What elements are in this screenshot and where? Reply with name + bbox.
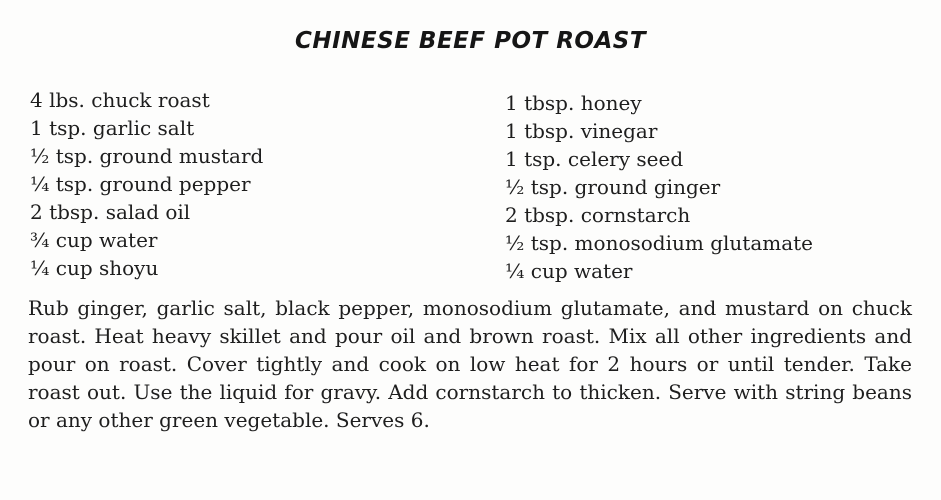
- ingredient-item: 1 tbsp. vinegar: [505, 119, 658, 143]
- ingredient-item: ¼ cup water: [505, 259, 633, 283]
- ingredient-item: 1 tbsp. honey: [505, 91, 642, 115]
- ingredient-item: ½ tsp. ground ginger: [505, 175, 721, 199]
- ingredient-item: 4 lbs. chuck roast: [30, 88, 210, 112]
- ingredient-item: ¼ cup shoyu: [30, 256, 159, 280]
- ingredient-item: 1 tsp. garlic salt: [30, 116, 195, 140]
- recipe-title: CHINESE BEEF POT ROAST: [294, 28, 647, 54]
- recipe-instructions: Rub ginger, garlic salt, black pepper, monosodium glutamate, and mustard on chuck roast. Heat heavy skillet and pour oil and brown roast. Mix all other ingredients and pour on roast. Cover tightly and cook on low heat for 2 hours or until tender. Take roast out. Use the liquid for gravy. Add cornstarch to thicken. Serve with string beans or any other green vegetable. Serves 6.: [28, 296, 912, 432]
- ingredient-item: 2 tbsp. salad oil: [30, 200, 191, 224]
- ingredient-item: ½ tsp. monosodium glutamate: [505, 231, 813, 255]
- ingredient-item: 2 tbsp. cornstarch: [505, 203, 691, 227]
- ingredient-item: ¼ tsp. ground pepper: [30, 172, 251, 196]
- ingredients-right-list: [505, 89, 925, 285]
- ingredient-item: ¾ cup water: [30, 228, 158, 252]
- ingredient-item: 1 tsp. celery seed: [505, 147, 684, 171]
- ingredient-item: ½ tsp. ground mustard: [30, 144, 264, 168]
- ingredients-left-list: [30, 86, 470, 282]
